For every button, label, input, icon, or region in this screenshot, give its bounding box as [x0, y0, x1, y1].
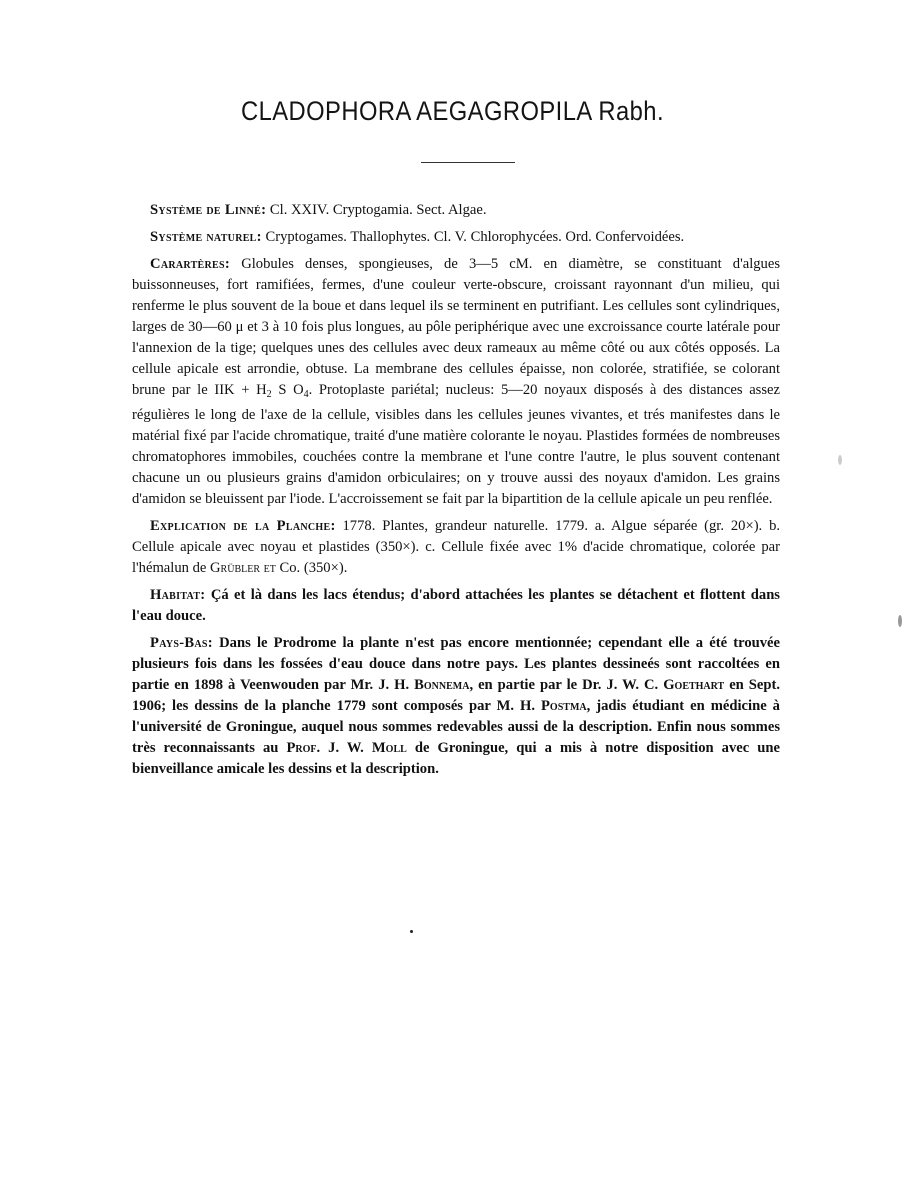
- systeme-linne-text: Cl. XXIV. Cryptogamia. Sect. Algae.: [269, 202, 487, 218]
- pays-bas-text-e: J. W.: [320, 740, 372, 756]
- habitat-label: Habitat:: [150, 587, 206, 603]
- caracteres-text-a: Globules denses, spongieuses, de 3—5 cM. en diamètre, se constituant d'algues buissonneuses, fort ramifiées, fermes, d'une couleur verte-obscure, croissant rayonnant d'un milieu, qui renferme le plus souvent de la boue et dans lequel ils se terminent en putrifiant. Les cellules sont cylindriques, larges de 30—60 μ et 3 à 10 fois plus longues, au pôle periphérique avec une excroissance courte latérale pour l'annexion de la tige; quelques unes des cellules avec deux rameaux au même côté ou aux côtés opposés. La cellule apicale est arrondie, obtuse. La membrane des cellules épaisse, non colorée, stratifiée, se colorant brune par le IIK + H: [132, 256, 781, 398]
- name-goethart: Goethart: [663, 677, 725, 693]
- caracteres-text-b: S O: [271, 382, 304, 398]
- systeme-naturel-paragraph: [132, 227, 780, 248]
- habitat-paragraph: [132, 585, 780, 627]
- name-grubler: Grübler et: [210, 560, 276, 576]
- habitat-text: Çá et là dans les lacs étendus; d'abord attachées les plantes se détachent et flottent dans l'eau douce.: [132, 587, 780, 624]
- subscript-4: 4: [303, 389, 309, 400]
- explication-paragraph: [132, 516, 780, 579]
- caracteres-text-c: . Protoplaste pariétal; nucleus: 5—20 noyaux disposés à des distances assez régulières le long de l'axe de la cellule, visibles dans les cellules jeunes vivantes, et trés manifestes dans le matérial fixé par l'acide chromatique, traité d'une matière colorante le noyau. Plastides formées de nombreuses chromatophores immobiles, couchées contre la membrane et l'une contre l'autre, le plus souvent contenant chacune un ou plusieurs grains d'amidon orbiculaires; on y trouve aussi des noyaux d'amidon. Les grains d'amidon se bleuissent par l'iode. L'accroissement se fait par la bipartition de la cellule apicale un peu renflée.: [132, 382, 780, 507]
- name-moll: Moll: [371, 740, 407, 756]
- systeme-linne-label: Système de Linné:: [150, 202, 267, 218]
- title-divider: [421, 162, 515, 163]
- name-postma: Postma: [541, 698, 587, 714]
- paper-speck: [410, 930, 413, 933]
- systeme-naturel-label: Système naturel:: [150, 229, 262, 245]
- pays-bas-text-b: , en partie par le Dr. J. W. C.: [469, 677, 664, 693]
- pays-bas-text-f: de Groningue, qui a mis à notre disposition avec une bienveillance amicale les dessins et la description.: [132, 740, 780, 777]
- page-title: CLADOPHORA AEGAGROPILA Rabh.: [240, 96, 665, 126]
- name-bonnema: Bonnema: [414, 677, 470, 693]
- pays-bas-paragraph: [132, 633, 780, 780]
- explication-text-b: Co. (350×).: [275, 560, 348, 576]
- caracteres-label: Carartères:: [150, 256, 231, 272]
- systeme-linne-paragraph: [132, 200, 780, 221]
- explication-text-a: 1778. Plantes, grandeur naturelle. 1779. a. Algue séparée (gr. 20×). b. Cellule apicale avec noyau et plastides (350×). c. Cellule fixée avec 1% d'acide chromatique, colorée par l'hémalun de: [132, 518, 781, 576]
- paper-speck: [898, 615, 902, 627]
- systeme-naturel-text: Cryptogames. Thallophytes. Cl. V. Chlorophycées. Ord. Confervoidées.: [265, 229, 685, 245]
- name-prof: Prof.: [286, 740, 321, 756]
- document-body: [132, 200, 780, 786]
- pays-bas-label: Pays-Bas:: [150, 635, 213, 651]
- pays-bas-text-c: en Sept. 1906; les dessins de la planche 1779 sont composés par M. H.: [132, 677, 781, 714]
- subscript-2: 2: [266, 389, 272, 400]
- explication-label: Explication de la Planche:: [150, 518, 336, 534]
- pays-bas-text-d: , jadis étudiant en médicine à l'université de Groningue, auquel nous sommes redevables aussi de la description. Enfin nous sommes très reconnaissants au: [132, 698, 780, 756]
- pays-bas-text-a: Dans le Prodrome la plante n'est pas encore mentionnée; cependant elle a été trouvée plusieurs fois dans les fossées d'eau douce dans notre pays. Les plantes dessineés sont raccoltées en partie en 1898 à Veenwouden par Mr. J. H.: [132, 635, 780, 693]
- caracteres-paragraph: [132, 254, 780, 510]
- paper-speck: [838, 455, 842, 465]
